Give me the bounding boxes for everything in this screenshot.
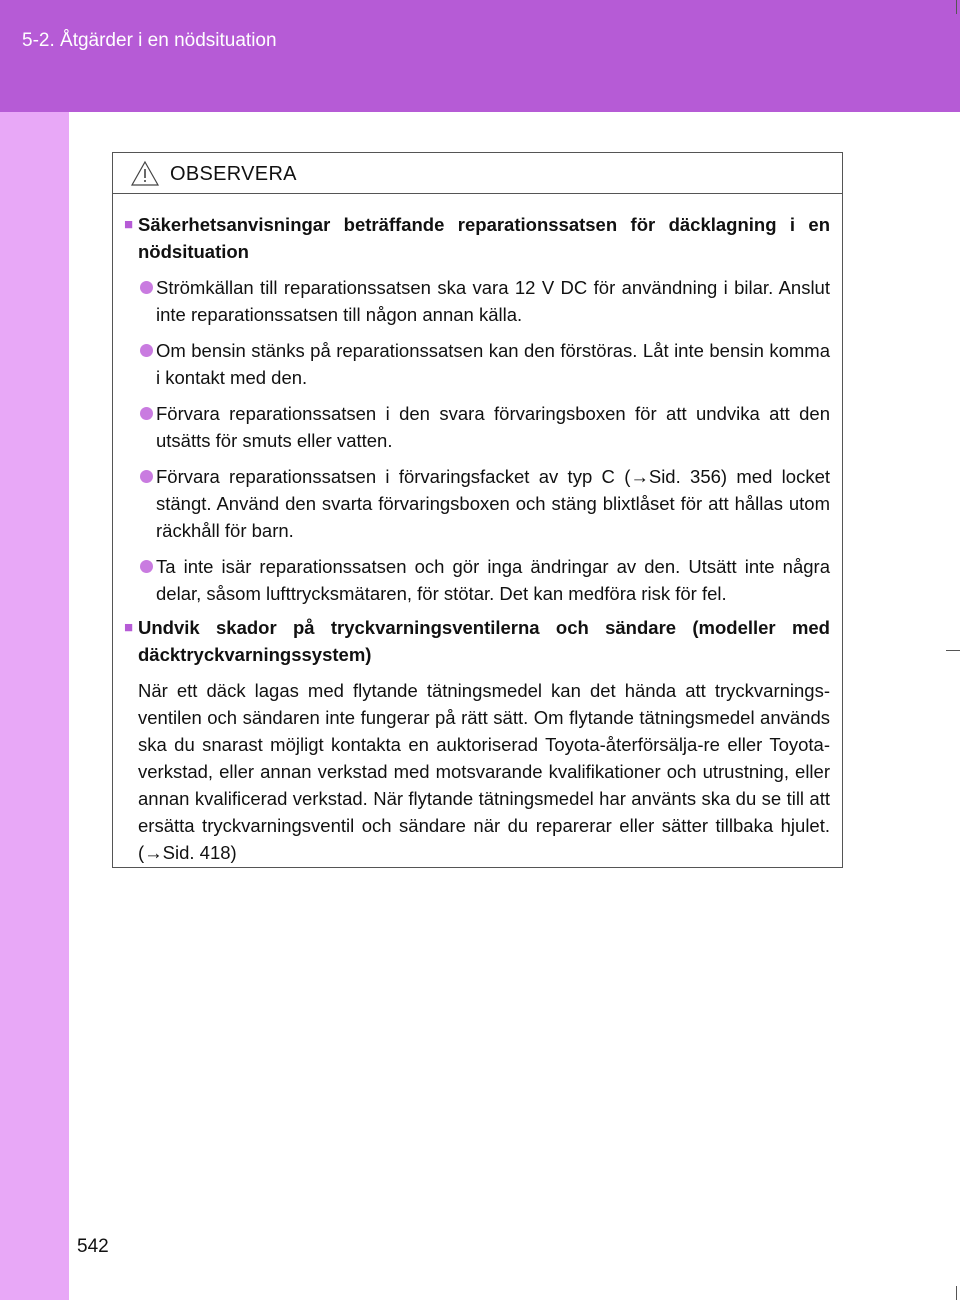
square-bullet-icon: ■ xyxy=(124,216,134,233)
round-bullet-icon xyxy=(138,400,156,454)
list-item xyxy=(124,553,830,607)
crop-mark xyxy=(946,650,960,651)
section-heading-text: Undvik skador på tryckvarningsventilerna och sändare (modeller med däcktryckvarningssystem) xyxy=(138,617,830,665)
warning-body xyxy=(113,194,842,866)
square-bullet-icon: ■ xyxy=(124,619,134,636)
warning-title: OBSERVERA xyxy=(170,163,297,185)
side-tab-strip xyxy=(0,112,69,1300)
list-item-text: Strömkällan till reparationssatsen ska vara 12 V DC för användning i bilar. Anslut inte reparationssatsen till någon annan källa. xyxy=(156,277,830,325)
section-paragraph: När ett däck lagas med flytande tätningsmedel kan det hända att tryckvarnings-ventilen och sändaren inte fungerar på rätt sätt. Om flytande tätningsmedel används ska du snarast möjligt kontakta en auktoriserad Toyota-återförsälja-re eller Toyota-verkstad, eller annan verkstad med motsvarande kvalifikationer och utrustning, eller annan kvalificerad verkstad. När flytande tätningsmedel har använts ska du se till att ersätta tryckvarningsventil och sändare när du reparerar eller sätter tillbaka hjulet. (→Sid. 418) xyxy=(138,680,830,863)
section-heading-text: Säkerhetsanvisningar beträffande reparationssatsen för däcklagning i en nödsituation xyxy=(138,214,830,262)
list-item xyxy=(124,274,830,328)
section-heading xyxy=(124,211,830,265)
round-bullet-icon xyxy=(138,463,156,544)
list-item-text: Förvara reparationssatsen i förvaringsfacket av typ C (→Sid. 356) med locket stängt. Använd den svarta förvaringsboxen och stäng blixtlåset för att hållas utom räckhåll för barn. xyxy=(156,466,830,541)
crop-mark xyxy=(956,0,957,14)
list-item xyxy=(124,400,830,454)
round-bullet-icon xyxy=(138,337,156,391)
round-bullet-icon xyxy=(138,553,156,607)
warning-header xyxy=(113,153,842,194)
list-item xyxy=(124,337,830,391)
section-heading xyxy=(124,614,830,668)
warning-box xyxy=(112,152,843,868)
round-bullet-icon xyxy=(138,274,156,328)
list-item-text: Ta inte isär reparationssatsen och gör inga ändringar av den. Utsätt inte några delar, såsom lufttrycksmätaren, för stötar. Det kan medföra risk för fel. xyxy=(156,556,830,604)
chapter-header xyxy=(0,0,960,112)
chapter-title: 5-2. Åtgärder i en nödsituation xyxy=(22,30,277,51)
list-item xyxy=(124,463,830,544)
crop-mark xyxy=(956,1286,957,1300)
list-item-text: Förvara reparationssatsen i den svara förvaringsboxen för att undvika att den utsätts för smuts eller vatten. xyxy=(156,403,830,451)
page-number: 542 xyxy=(77,1236,109,1257)
warning-triangle-icon xyxy=(130,160,160,187)
list-item-text: Om bensin stänks på reparationssatsen kan den förstöras. Låt inte bensin komma i kontakt med den. xyxy=(156,340,830,388)
